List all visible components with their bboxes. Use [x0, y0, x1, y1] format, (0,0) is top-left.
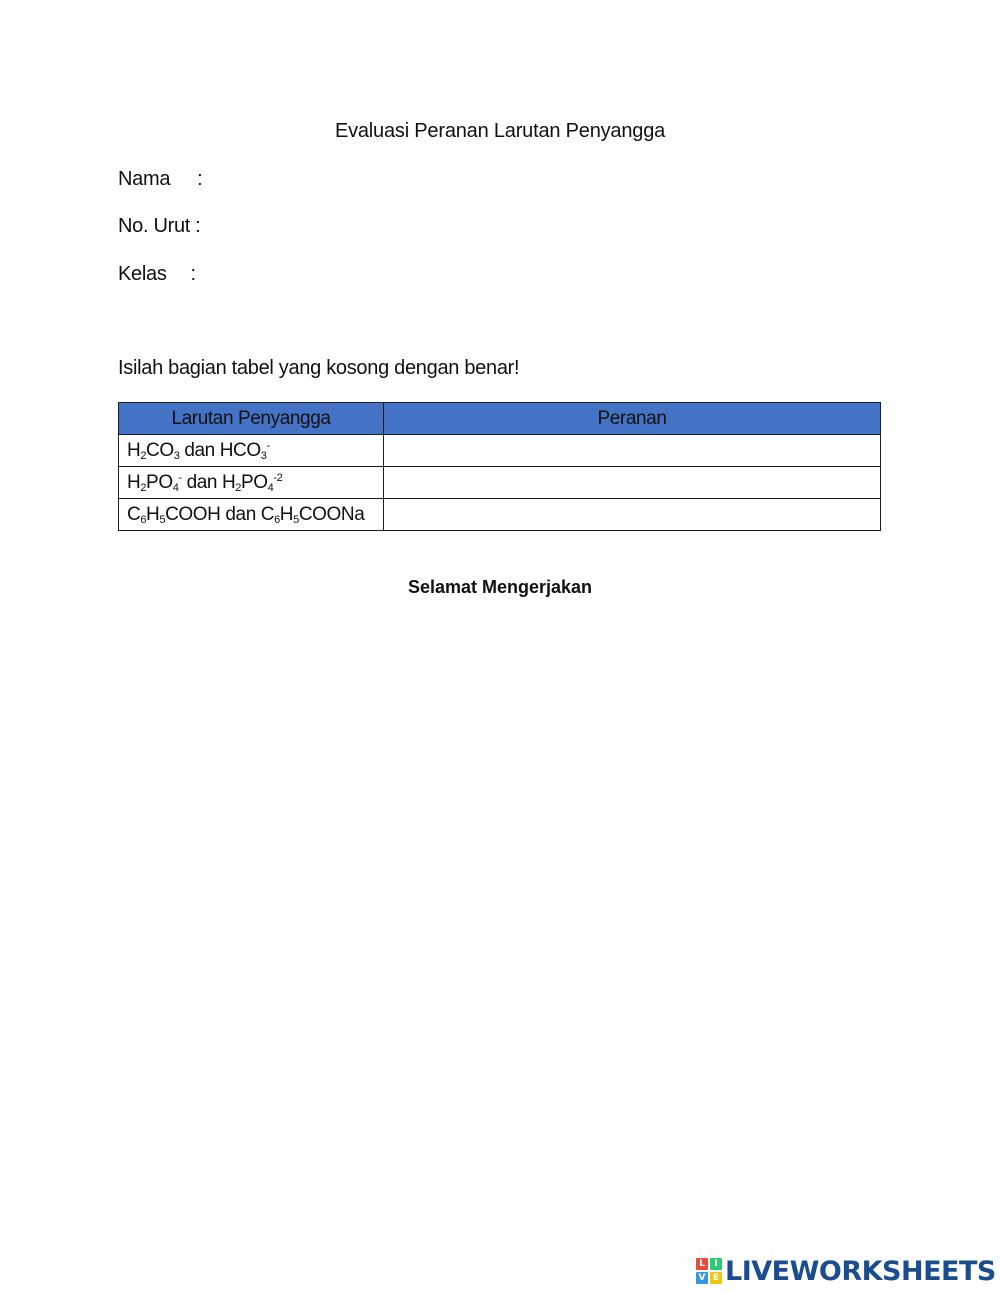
table-header-row: [119, 403, 881, 435]
logo-mark-cell: I: [710, 1258, 722, 1270]
header-role: Peranan: [384, 403, 881, 435]
buffer-table: [118, 402, 881, 531]
buffer-cell: $H_2PO_4^-$ dan $H_2PO_4^{-2}$: [119, 467, 384, 499]
name-field: [118, 168, 202, 191]
field-label: No. Urut: [118, 215, 191, 237]
role-cell[interactable]: [384, 499, 881, 531]
field-colon: :: [195, 215, 201, 237]
field-label: Nama: [118, 168, 171, 190]
logo-text: LIVEWORKSHEETS: [725, 1255, 996, 1287]
buffer-cell: $C_6H_5COOH$ dan $C_6H_5COONa$: [119, 499, 384, 531]
closing-text: Selamat Mengerjakan: [407, 577, 593, 597]
table-row: [119, 435, 881, 467]
logo-mark-cell: E: [710, 1272, 722, 1284]
buffer-cell: $H_2CO_3$ dan $HCO_3^-$: [119, 435, 384, 467]
page-title: Evaluasi Peranan Larutan Penyangga: [334, 120, 666, 142]
table-row: [119, 499, 881, 531]
field-colon: :: [197, 168, 203, 190]
number-field: [118, 215, 200, 238]
liveworksheets-logo: [696, 1256, 996, 1286]
table-row: [119, 467, 881, 499]
role-cell[interactable]: [384, 435, 881, 467]
header-buffer-solution: Larutan Penyangga: [119, 403, 384, 435]
logo-mark-cell: V: [696, 1272, 708, 1284]
class-field: [118, 263, 196, 286]
role-cell[interactable]: [384, 467, 881, 499]
logo-mark-icon: [696, 1258, 722, 1284]
logo-mark-cell: L: [696, 1258, 708, 1270]
field-label: Kelas: [118, 263, 167, 285]
field-colon: :: [190, 263, 196, 285]
instruction-text: Isilah bagian tabel yang kosong dengan benar!: [118, 357, 520, 379]
